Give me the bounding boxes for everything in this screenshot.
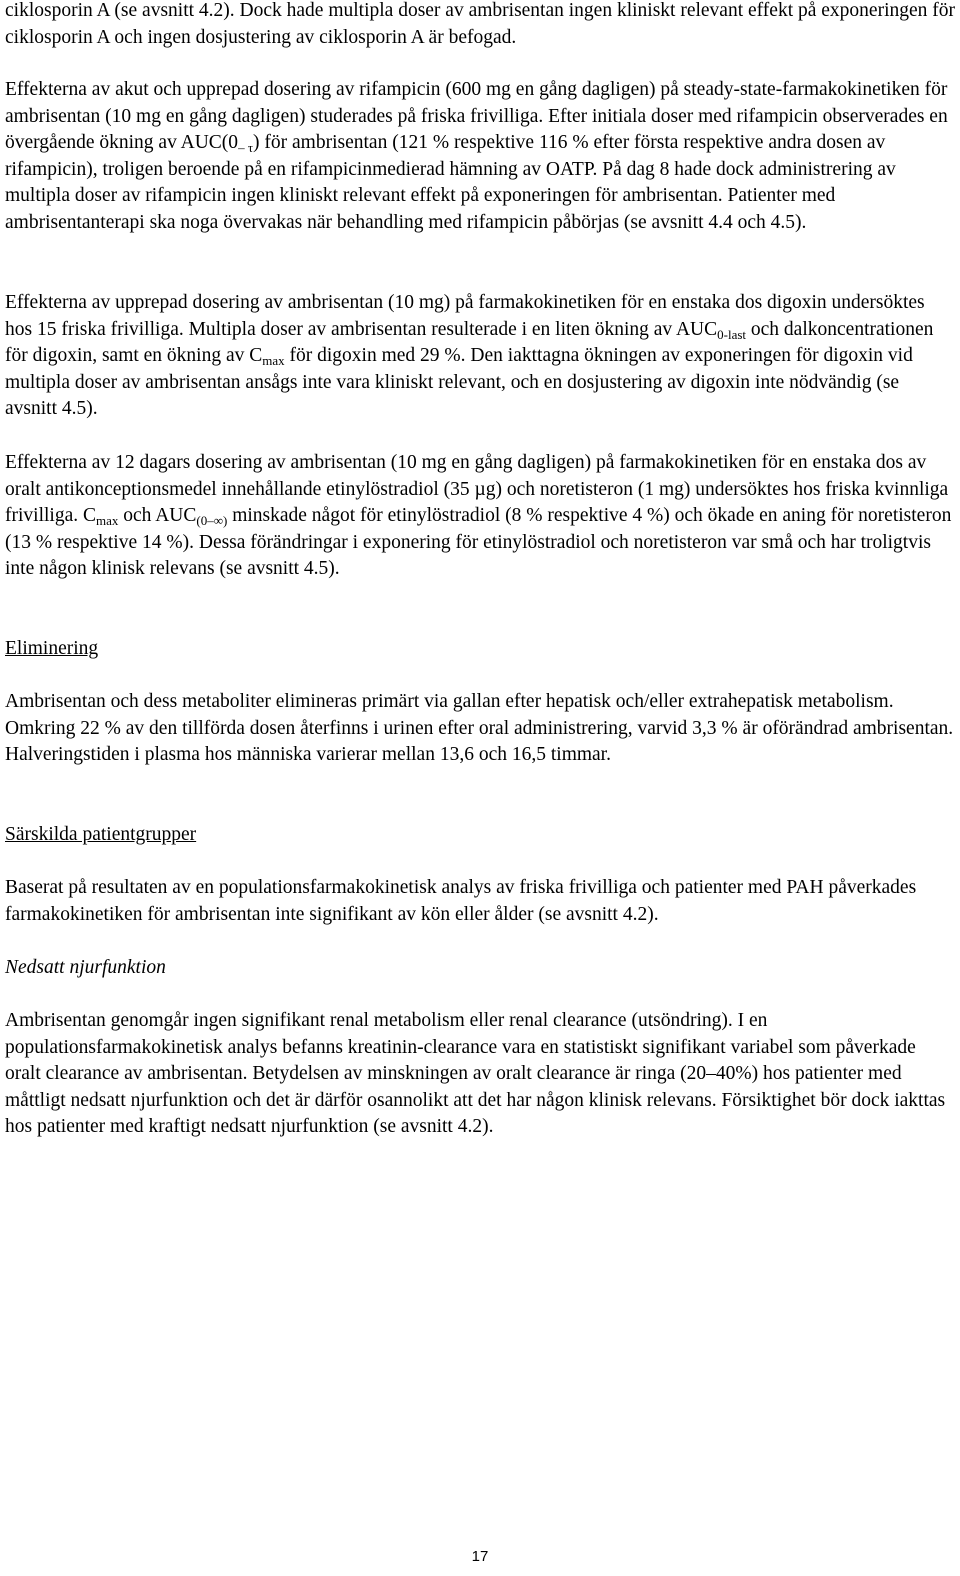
paragraph-digoxin [5, 290, 955, 423]
paragraph-text: Effekterna av upprepad dosering av ambrisentan (10 mg) på farmakokinetiken för en enstaka dos digoxin undersöktes hos 15 friska frivilliga. Multipla doser av ambrisentan resulterade i en liten ökning av AUC [5, 292, 925, 340]
paragraph-text: Effekterna av akut och upprepad dosering av rifampicin (600 mg en gång dagligen) på steady-state-farmakokinetiken för ambrisentan (10 mg en gång dagligen) studerades på friska frivilliga. Efter initiala doser med rifampicin observerades en övergående ökning av AUC(0 [5, 79, 948, 153]
heading-nedsatt-njurfunktion: Nedsatt njurfunktion [5, 957, 166, 978]
subscript: – τ [238, 140, 254, 155]
paragraph-text: minskade något för etinylöstradiol (8 % respektive 4 %) och ökade en aning för noretisteron (13 % respektive 14 %). Dessa förändringar i exponering för etinylöstradiol och noretisteron var små och har troligtvis inte någon klinisk relevans (se avsnitt 4.5). [5, 505, 952, 579]
heading-eliminering: Eliminering [5, 638, 99, 659]
subscript: max [262, 353, 285, 368]
paragraph-text: och dalkoncentrationen för digoxin, samt en ökning av C [5, 318, 934, 366]
page-number: 17 [471, 1548, 489, 1565]
paragraph-patientgrupper: Baserat på resultaten av en populationsfarmakokinetisk analys av friska frivilliga och patienter med PAH påverkades farmakokinetiken för ambrisentan inte signifikant av kön eller ålder (se avsnitt 4.2). [5, 877, 917, 925]
subscript: max [96, 513, 119, 528]
paragraph-text: ciklosporin A (se avsnitt 4.2). Dock hade multipla doser av ambrisentan ingen kliniskt relevant effekt på exponeringen för ciklosporin A och ingen dosjustering av ciklosporin A är befogad. [5, 0, 956, 48]
paragraph-text: Effekterna av 12 dagars dosering av ambrisentan (10 mg en gång dagligen) på farmakokinetiken för en enstaka dos av oralt antikonceptionsmedel innehållande etinylöstradiol (35 µg) och noretisteron (1 mg) undersöktes hos friska kvinnliga frivilliga. C [5, 452, 949, 526]
subscript: (0–∞) [196, 513, 228, 528]
paragraph-antikonception [5, 450, 955, 583]
paragraph-rifampicin [5, 77, 955, 236]
paragraph-ciklosporin [5, 0, 955, 51]
subscript: 0-last [717, 326, 747, 342]
paragraph-eliminering: Ambrisentan och dess metaboliter elimineras primärt via gallan efter hepatisk och/eller extrahepatisk metabolism. Omkring 22 % av den tillförda dosen återfinns i urinen efter oral administrering, varvid 3,3 % är oförändrad ambrisentan. Halveringstiden i plasma hos människa varierar mellan 13,6 och 16,5 timmar. [5, 691, 954, 765]
paragraph-text: och AUC [118, 505, 197, 526]
heading-sarskilda-patientgrupper: Särskilda patientgrupper [5, 824, 197, 845]
paragraph-text: för digoxin med 29 %. Den iakttagna ökningen av exponeringen för digoxin vid multipla doser av ambrisentan ansågs inte vara kliniskt relevant, och en dosjustering av digoxin inte nödvändig (se avsnitt 4.5). [5, 345, 913, 419]
paragraph-njurfunktion: Ambrisentan genomgår ingen signifikant renal metabolism eller renal clearance (utsöndring). I en populationsfarmakokinetisk analys befanns kreatinin-clearance vara en statistiskt signifikant variabel som påverkade oralt clearance av ambrisentan. Betydelsen av minskningen av oralt clearance är ringa (20–40%) hos patienter med måttligt nedsatt njurfunktion och det är därför osannolikt att det har någon klinisk relevans. Försiktighet bör dock iakttas hos patienter med kraftigt nedsatt njurfunktion (se avsnitt 4.2). [5, 1010, 946, 1137]
paragraph-text: ) för ambrisentan (121 % respektive 116 % efter första respektive andra dosen av rifampicin), troligen beroende på en rifampicinmedierad hämning av OATP. På dag 8 hade dock administrering av multipla doser av rifampicin ingen kliniskt relevant effekt på exponeringen för ambrisentan. Patienter med ambrisentanterapi ska noga övervakas när behandling med rifampicin påbörjas (se avsnitt 4.4 och 4.5). [5, 132, 896, 233]
